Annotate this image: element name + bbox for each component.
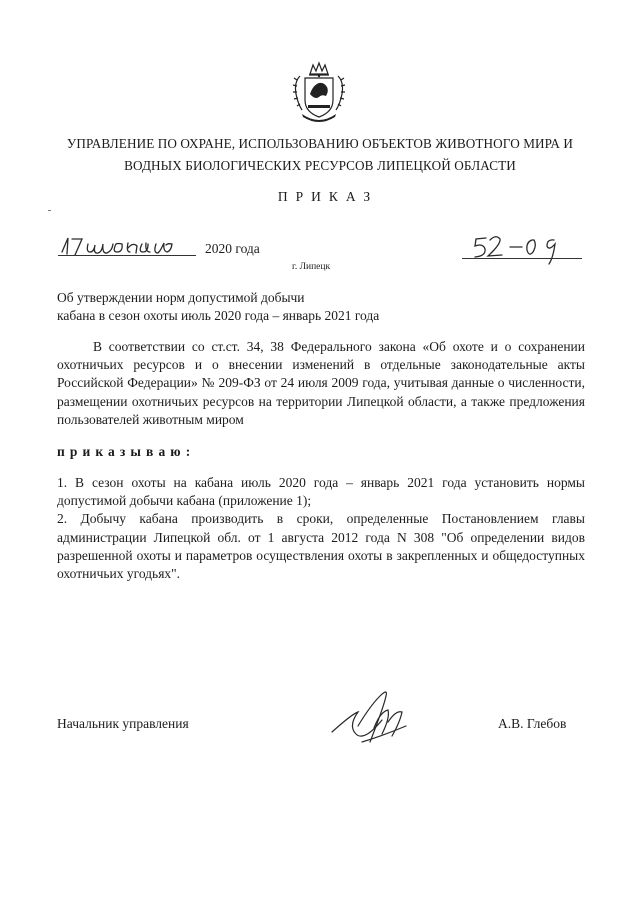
handwritten-date: [58, 230, 198, 262]
coat-of-arms-icon: [288, 58, 350, 126]
preamble-paragraph: [57, 338, 585, 429]
signature-mark: [328, 682, 424, 754]
scan-artifact: [48, 210, 51, 211]
handwritten-number: [470, 228, 582, 268]
order-directive: приказываю:: [57, 444, 196, 459]
subject-line1: Об утверждении норм допустимой добычи: [57, 290, 305, 305]
organization-name-line2: ВОДНЫХ БИОЛОГИЧЕСКИХ РЕСУРСОВ ЛИПЕЦКОЙ ОБЛАСТИ: [124, 158, 516, 173]
order-item-2: 2. Добычу кабана производить в сроки, определенные Постановлением главы администрации Липецкой обл. от 1 августа 2012 года N 308 "Об определении видов разрешенной охоты и параметров осуществления охоты в закрепленных и общедоступных охотничьих угодьях".: [57, 511, 585, 582]
document-subject: [57, 289, 437, 324]
subject-line2: кабана в сезон охоты июль 2020 года – январь 2021 года: [57, 307, 380, 323]
signatory-name: А.В. Глебов: [498, 716, 567, 731]
city-label: г. Липецк: [292, 262, 331, 272]
preamble-text: В соответствии со ст.ст. 34, 38 Федерального закона «Об охоте и о сохранении охотничьих ресурсов и о внесении изменений в отдельные законодательные акты Российской Федерации» № 209-ФЗ от 24 июля 2009 года, учитывая данные о численности, размещении охотничьих ресурсов на территории Липецкой области, а также предложения пользователей животным миром: [57, 339, 585, 427]
order-items: [57, 474, 585, 583]
date-underline: [58, 255, 196, 256]
date-year: 2020 года: [205, 241, 260, 256]
document-type-title: ПРИКАЗ: [277, 189, 379, 204]
order-item-1: 1. В сезон охоты на кабана июль 2020 года – январь 2021 года установить нормы допустимой добычи кабана (приложение 1);: [57, 475, 585, 509]
organization-name-line1: УПРАВЛЕНИЕ ПО ОХРАНЕ, ИСПОЛЬЗОВАНИЮ ОБЪЕКТОВ ЖИВОТНОГО МИРА И: [66, 136, 574, 151]
number-underline: [462, 258, 582, 259]
signatory-role: Начальник управления: [57, 716, 189, 731]
